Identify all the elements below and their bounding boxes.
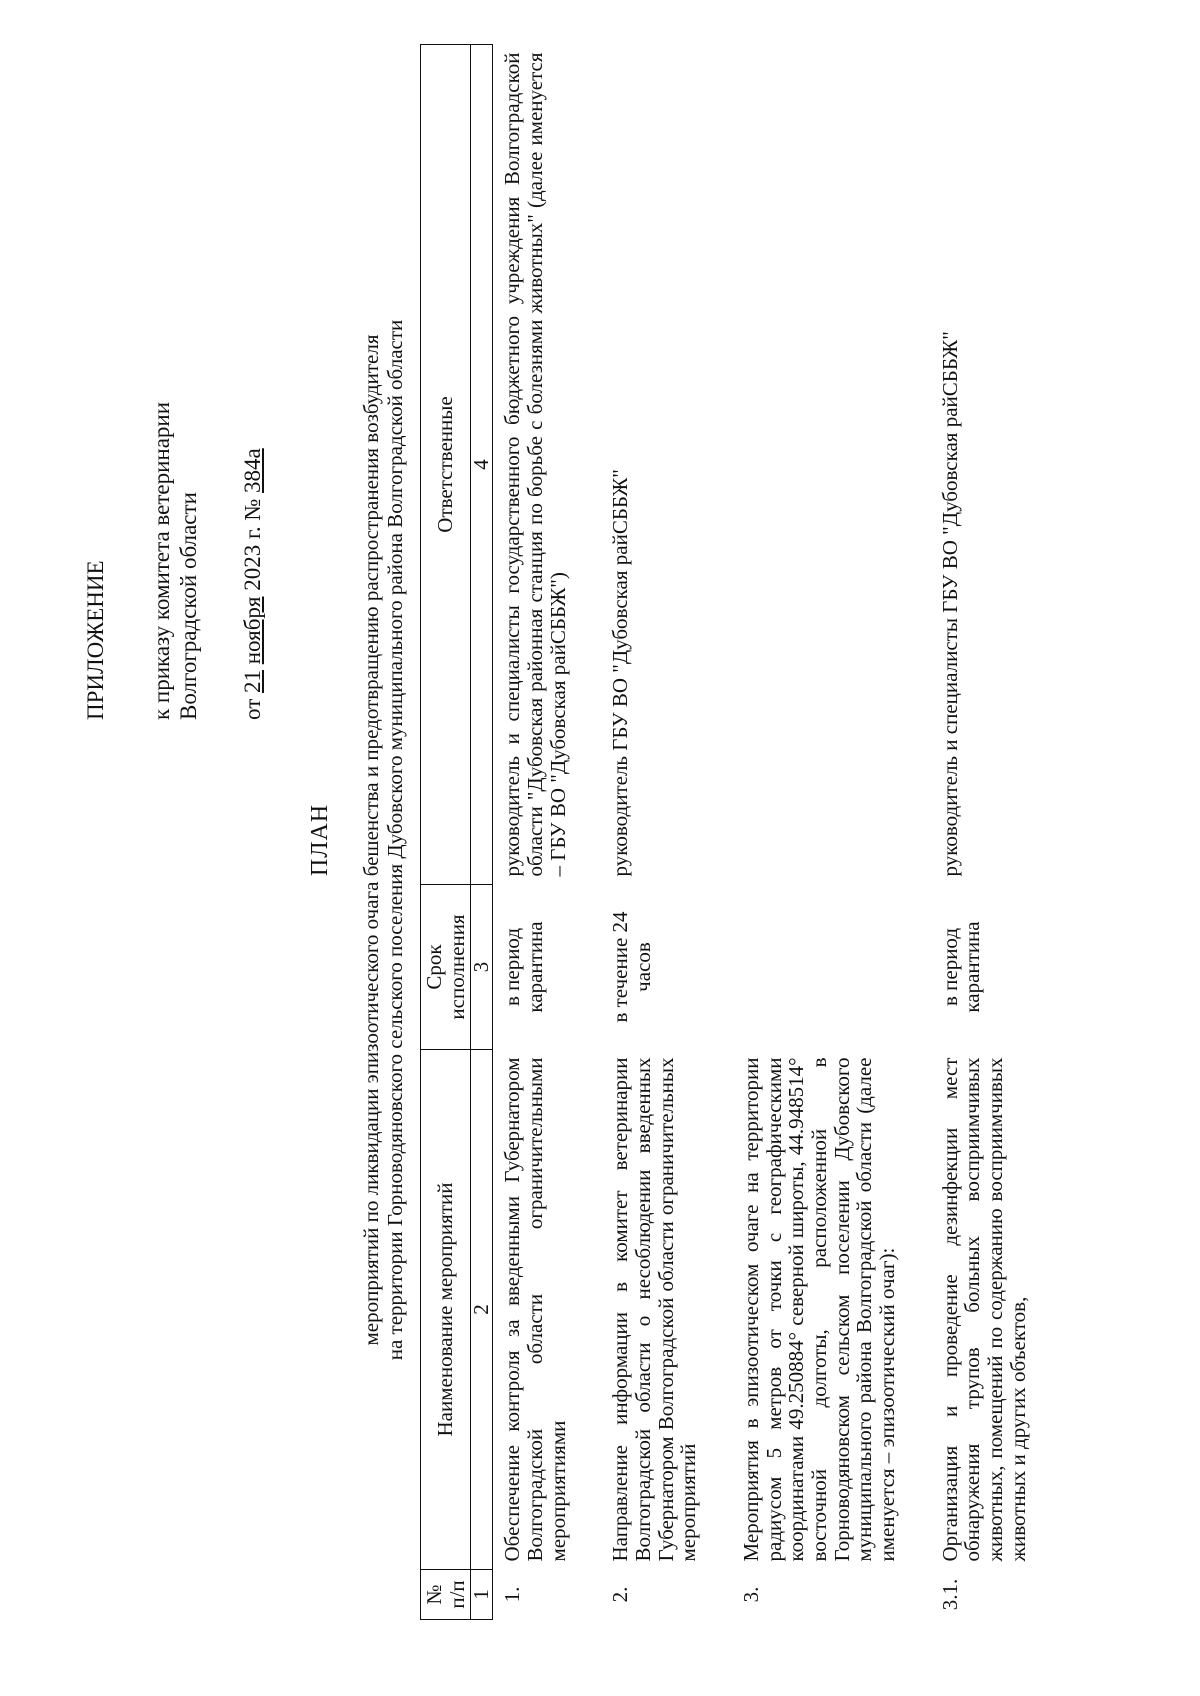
order-month: ноября (240, 596, 266, 665)
row-number: 1. (500, 1586, 525, 1603)
plan-table (420, 44, 1061, 1620)
row-number: 3.1. (937, 1578, 962, 1611)
order-year-label: 2023 г. № (240, 492, 266, 597)
row-term (732, 885, 931, 1050)
column-number-3: 3 (471, 885, 493, 1050)
table-row (732, 45, 931, 1620)
row-measure: Организация и проведение дезинфекции мест обнаружения трупов больных восприимчивых животных, помещений по содержанию восприимчивых животных и других объектов, (937, 1057, 1030, 1562)
header-responsible: Ответственные (421, 45, 471, 885)
order-prefix: от (240, 693, 266, 720)
row-term: в течение 24 часов (608, 911, 656, 1023)
row-responsible: руководитель и специалисты государственного бюджетного учреждения Волгоградской области "Дубовская районная станция по борьбе с болезнями животных" (далее именуется – ГБУ ВО "Дубовская райСББЖ") (500, 52, 570, 877)
plan-subtitle-line-2: на территории Горноводяновского сельского поселения Дубовского муниципального района Волгоградской области (382, 319, 407, 1361)
row-responsible (732, 45, 931, 885)
table-row (931, 45, 1062, 1620)
table-column-numbers-row (471, 45, 493, 1620)
header-term: Срок исполнения (421, 885, 471, 1050)
row-measure: Направление информации в комитет ветеринарии Волгоградской области о несоблюдении введенных Губернатором Волгоградской области ограничительных мероприятий (608, 1057, 701, 1562)
order-reference (240, 160, 266, 720)
rotated-document-page (25, 30, 1175, 1650)
row-number: 2. (608, 1586, 633, 1603)
appendix-heading: ПРИЛОЖЕНИЕ (83, 560, 108, 720)
header-number: № п/п (421, 1570, 471, 1620)
column-number-1: 1 (471, 1570, 493, 1620)
table-row (601, 45, 732, 1620)
table-header-row (421, 45, 471, 1620)
table-row (493, 45, 602, 1620)
order-number: 384а (240, 448, 266, 493)
row-responsible: руководитель и специалисты ГБУ ВО "Дубовская райСББЖ" (937, 331, 962, 877)
order-day: 21 (240, 670, 266, 693)
row-term: в период карантина (500, 921, 548, 1013)
column-number-2: 2 (471, 1050, 493, 1570)
row-measure: Обеспечение контроля за введенными Губернатором Волгоградской области ограничительными мероприятиями (500, 1057, 570, 1562)
row-responsible: руководитель ГБУ ВО "Дубовская райСББЖ" (608, 469, 633, 877)
header-name: Наименование мероприятий (421, 1050, 471, 1570)
plan-subtitle (360, 30, 407, 1650)
plan-subtitle-line-1: мероприятий по ликвидации эпизоотического очага бешенства и предотвращению распространения возбудителя (359, 334, 383, 1346)
row-measure: Мероприятия в эпизоотическом очаге на территории радиусом 5 метров от точки с географическими координатами 49.250884° северной широты, 44.948514° восточной долготы, расположенной в Горноводяновском сельском поселении Дубовского муниципального района Волгоградской области (далее именуется – эпизоотический очаг): (739, 1057, 900, 1562)
row-term: в период карантина (937, 921, 985, 1013)
row-number: 3. (739, 1586, 764, 1603)
column-number-4: 4 (471, 45, 493, 885)
appendix-header (83, 160, 267, 720)
plan-title: ПЛАН (307, 803, 333, 877)
appendix-line-1: к приказу комитета ветеринарии (149, 401, 175, 720)
appendix-line-2: Волгоградской области (175, 492, 201, 720)
